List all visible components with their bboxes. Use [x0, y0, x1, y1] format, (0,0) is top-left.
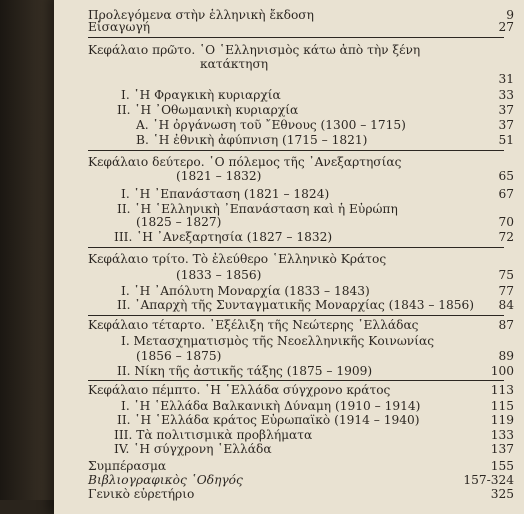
toc-page-prologue: 9 — [506, 7, 514, 22]
toc-entry-conclusion: Συμπέρασμα — [88, 459, 167, 474]
toc-subentry: A. ῾Η ὀργάνωση τοῦ ῎Εθνους (1300 – 1715) — [136, 117, 406, 132]
chapter-4-title: Κεφάλαιο τέταρτο. ᾿Εξέλιξη τῆς Νεώτερης ῾Ελλάδας — [88, 317, 419, 332]
chapter-1-page: 31 — [498, 71, 514, 86]
chapter-3-page: 75 — [498, 267, 514, 282]
chapter-3-title-cont: (1833 – 1856) — [176, 267, 262, 282]
toc-subentry-page: 115 — [490, 399, 514, 414]
toc-subentry-page: 137 — [490, 441, 514, 456]
toc-subentry: I. ῾Η ᾿Απόλυτη Μοναρχία (1833 – 1843) — [121, 284, 370, 299]
toc-page-conclusion: 155 — [490, 459, 514, 474]
toc-subentry-page: 84 — [498, 298, 514, 313]
chapter-5-title: Κεφάλαιο πέμπτο. ῾Η ῾Ελλάδα σύγχρονο κράτος — [88, 382, 391, 397]
toc-subentry: IV. ῾Η σύγχρονη ῾Ελλάδα — [114, 441, 272, 456]
toc-subentry: I. ῾Η ᾿Επανάσταση (1821 – 1824) — [121, 186, 330, 201]
toc-subentry-page: 72 — [498, 230, 514, 245]
toc-page-bibliography: 157-324 — [463, 473, 514, 488]
toc-subentry: B. ῾Η ἐθνικὴ ἀφύπνιση (1715 – 1821) — [136, 132, 368, 147]
toc-subentry-page: 100 — [490, 363, 514, 378]
toc-subentry-page: 77 — [498, 284, 514, 299]
chapter-2-page: 65 — [498, 169, 514, 184]
chapter-2-title: Κεφάλαιο δεύτερο. ῾Ο πόλεμος τῆς ᾿Ανεξαρτησίας — [88, 154, 402, 169]
book-spine-shadow — [0, 0, 54, 500]
toc-subentry: III. ῾Η ᾿Ανεξαρτησία (1827 – 1832) — [114, 230, 333, 245]
toc-subentry: I. ῾Η ῾Ελλάδα Βαλκανικὴ Δύναμη (1910 – 1914) — [121, 399, 421, 414]
toc-subentry-cont: (1825 – 1827) — [136, 215, 222, 230]
toc-subentry-page: 33 — [498, 88, 514, 103]
toc-subentry-page: 119 — [490, 413, 514, 428]
chapter-2-title-cont: (1821 – 1832) — [176, 169, 262, 184]
toc-subentry-cont: (1856 – 1875) — [136, 348, 222, 363]
toc-entry-introduction: Εἰσαγωγή — [88, 20, 151, 35]
toc-subentry-page: 70 — [498, 215, 514, 230]
toc-subentry: II. ῾Η ῾Ελληνικὴ ᾿Επανάσταση καὶ ἡ Εὐρώπη — [117, 201, 398, 216]
toc-subentry: II. ᾿Απαρχὴ τῆς Συνταγματικῆς Μοναρχίας (1843 – 1856) — [117, 298, 475, 313]
toc-entry-bibliography: Βιβλιογραφικὸς ῾Οδηγός — [88, 473, 243, 488]
toc-subentry-page: 133 — [490, 427, 514, 442]
toc-page-introduction: 27 — [498, 20, 514, 35]
toc-subentry: II. ῾Η ᾿Οθωμανικὴ κυριαρχία — [117, 103, 299, 118]
toc-subentry-page: 51 — [498, 132, 514, 147]
toc-subentry: II. ῾Η ῾Ελλάδα κράτος Εὐρωπαϊκὸ (1914 – 1940) — [117, 413, 420, 428]
chapter-5-page: 113 — [490, 382, 514, 397]
chapter-1-title: Κεφάλαιο πρῶτο. ῾Ο ῾Ελληνισμὸς κάτω ἀπὸ τὴν ξένη — [88, 43, 421, 58]
toc-subentry-page: 37 — [498, 117, 514, 132]
toc-subentry-page: 89 — [498, 348, 514, 363]
toc-subentry: II. Νίκη τῆς ἀστικῆς τάξης (1875 – 1909) — [117, 363, 373, 378]
chapter-1-title-cont: κατάκτηση — [200, 57, 269, 72]
toc-back-matter — [88, 0, 514, 500]
chapter-3-title: Κεφάλαιο τρίτο. Τὸ ἐλεύθερο ῾Ελληνικὸ Κράτος — [88, 252, 387, 267]
toc-entry-prologue: Προλεγόμενα στὴν ἑλληνικὴ ἔκδοση — [88, 7, 314, 22]
toc-subentry: I. Μετασχηματισμὸς τῆς Νεοελληνικῆς Κοινωνίας — [121, 334, 435, 349]
toc-entry-index: Γενικὸ εὑρετήριο — [88, 486, 195, 501]
toc-subentry-page: 37 — [498, 103, 514, 118]
toc-subentry: I. ῾Η Φραγκικὴ κυριαρχία — [121, 88, 281, 103]
chapter-4-page: 87 — [498, 317, 514, 332]
toc-subentry: III. Τὰ πολιτισμικὰ προβλήματα — [114, 427, 313, 442]
toc-subentry-page: 67 — [498, 186, 514, 201]
toc-page-index: 325 — [490, 486, 514, 501]
